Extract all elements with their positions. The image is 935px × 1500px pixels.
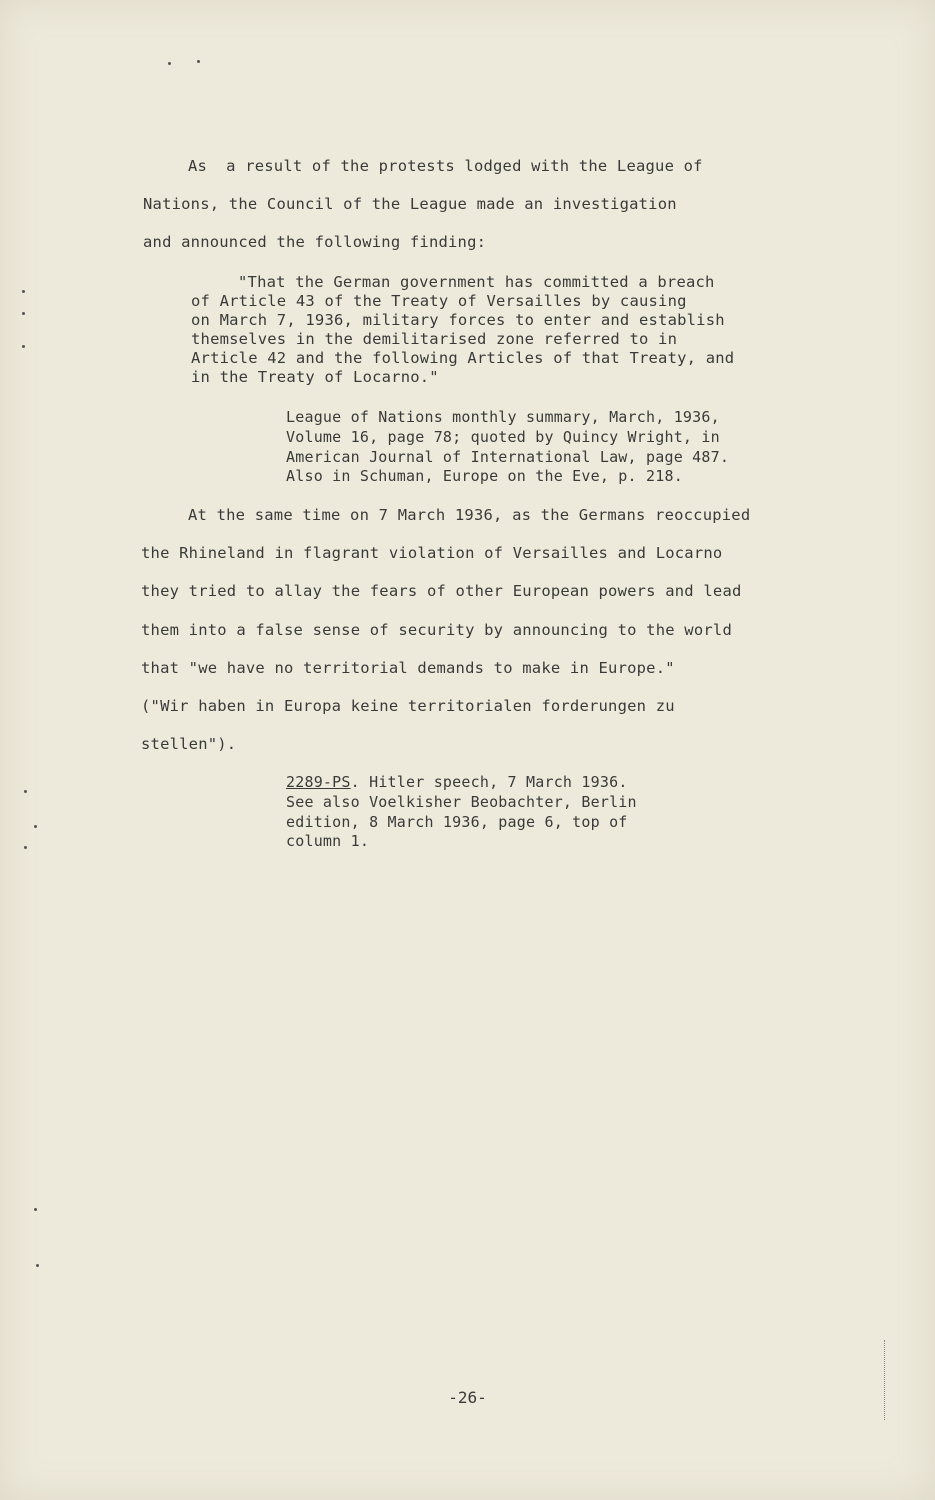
text-line: ("Wir haben in Europa keine territorialen forderungen zu [141,697,675,715]
text-line: that "we have no territorial demands to make in Europe." [141,659,675,677]
quote-line: Article 42 and the following Articles of that Treaty, and [191,349,735,367]
margin-speck [22,290,25,293]
margin-speck [34,825,37,828]
margin-speck [168,62,171,65]
text-line: them into a false sense of security by announcing to the world [141,621,732,639]
citation-line: column 1. [286,832,370,850]
quote-line: on March 7, 1936, military forces to enter and establish [191,311,725,329]
text-line: and announced the following finding: [143,233,487,251]
citation-line: Also in Schuman, Europe on the Eve, p. 218. [286,467,683,485]
quote-line: in the Treaty of Locarno." [191,368,439,386]
margin-speck [197,60,200,63]
quote-line: themselves in the demilitarised zone referred to in [191,330,678,348]
citation-text: . Hitler speech, 7 March 1936. [350,773,628,791]
citation-line: Volume 16, page 78; quoted by Quincy Wright, in [286,428,720,446]
text-line: As a result of the protests lodged with the League of [188,157,703,175]
margin-speck [22,312,25,315]
margin-speck [24,846,27,849]
text-line: the Rhineland in flagrant violation of Versailles and Locarno [141,544,723,562]
text-line: they tried to allay the fears of other European powers and lead [141,582,742,600]
margin-speck [34,1208,37,1211]
document-reference: 2289-PS [286,773,351,791]
margin-speck [24,790,27,793]
text-line: At the same time on 7 March 1936, as the Germans reoccupied [188,506,751,524]
margin-speck [36,1264,39,1267]
binding-edge [884,1340,888,1420]
page-number: -26- [448,1388,487,1407]
citation-line: American Journal of International Law, page 487. [286,448,730,466]
text-line: stellen"). [141,735,237,753]
quote-line: "That the German government has committed a breach [238,273,715,291]
citation-line: League of Nations monthly summary, March, 1936, [286,408,720,426]
citation-line [286,773,628,791]
citation-line: edition, 8 March 1936, page 6, top of [286,813,628,831]
citation-line: See also Voelkisher Beobachter, Berlin [286,793,637,811]
margin-speck [22,345,25,348]
text-line: Nations, the Council of the League made an investigation [143,195,677,213]
quote-line: of Article 43 of the Treaty of Versailles by causing [191,292,687,310]
